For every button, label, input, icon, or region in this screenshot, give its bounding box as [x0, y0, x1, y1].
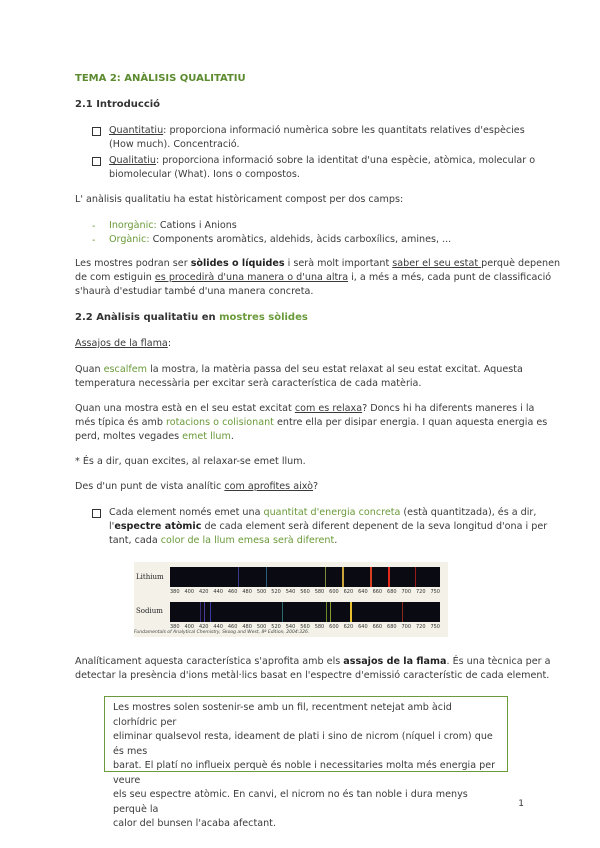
paragraph-relaxa-line3: perd, moltes vegades emet llum.	[75, 431, 234, 442]
doc-title: TEMA 2: ANÀLISIS QUALITATIU	[75, 73, 246, 84]
bullet-qualitatiu-line2: biomolecular (What). Ions o compostos.	[109, 169, 300, 180]
emission-spectrum-image	[134, 562, 448, 637]
note-box-line1: Les mostres solen sostenir-se amb un fil, recentment netejat amb àcid clorhídric per	[113, 702, 452, 728]
note-box-line2: eliminar qualsevol resta, ideament de plati i sino de nicrom (níquel i crom) que és mes	[113, 731, 493, 757]
bullet-espectre-line1: Cada element només emet una quantitat d'energia concreta (està quantitzada), és a dir,	[109, 507, 537, 518]
paragraph-estat-line2: de com estiguin es procedirà d'una manera o d'una altra i, a més a més, cada punt de classificació	[75, 272, 552, 283]
page-number: 1	[518, 799, 524, 809]
paragraph-assajos-line2: detectar la presència d'ions metàl·lics basat en l'espectre d'emissió característic de cada element.	[75, 670, 550, 681]
checkbox-espectre	[92, 509, 101, 518]
sodium-label: Sodium	[136, 607, 163, 615]
checkbox-quantitatiu	[92, 127, 101, 136]
bullet-espectre-line2: l'espectre atòmic de cada element serà diferent depenent de la seva longitud d'ona i per	[109, 521, 548, 532]
bullet-quantitatiu-line2: (How much). Concentració.	[109, 139, 240, 150]
paragraph-relaxa-line2: més típica és amb rotacions o colisionant entre ella per disipar energia. I quan aquesta energia es	[75, 417, 548, 428]
bullet-quantitatiu-line1: Quantitatiu: proporciona informació numèrica sobre les quantitats relatives d'espècies	[109, 125, 525, 136]
spectrum-caption: Fundamentals of Analytical Chemistry, Skoog and West, 8ª Edition, 2004:326.	[134, 630, 310, 635]
dash-marker-inorganic: -	[92, 221, 96, 232]
paragraph-aprofites: Des d'un punt de vista analític com aprofites això?	[75, 481, 319, 492]
paragraph-escalfem-line1: Quan escalfem la mostra, la matèria passa del seu estat relaxat al seu estat excitat. Aquesta	[75, 364, 523, 375]
lithium-spectrum-bar	[170, 567, 440, 587]
paragraph-camps: L' anàlisis qualitatiu ha estat històricament compost per dos camps:	[75, 194, 404, 205]
note-box-line5: calor del bunsen l'acaba afectant.	[113, 818, 276, 829]
sodium-wavelength-ticks: 380 400 420 440 460 480 500 520 540 560 580 600 620 640 660 680 700 720 750	[170, 624, 440, 630]
checkbox-qualitatiu	[92, 157, 101, 166]
sodium-spectrum-bar	[170, 602, 440, 622]
bullet-espectre-line3: tant, cada color de la llum emesa serà diferent.	[109, 535, 338, 546]
paragraph-escalfem-line2: temperatura necessària per excitar serà característica de cada matèria.	[75, 378, 422, 389]
paragraph-estat-line1: Les mostres podran ser sòlides o líquides i serà molt important saber el seu estat perquè depenen	[75, 258, 561, 269]
note-box-fil	[104, 696, 508, 829]
note-emet-llum: * És a dir, quan excites, al relaxar-se emet llum.	[75, 456, 306, 467]
note-box-line3: barat. El platí no influeix perquè és noble i necessitaries molta més energia per veure	[113, 760, 496, 786]
item-inorganic: Inorgànic: Cations i Anions	[109, 220, 237, 231]
paragraph-relaxa-line1: Quan una mostra està en el seu estat excitat com es relaxa? Doncs hi ha diferents maneres i la	[75, 403, 535, 414]
dash-marker-organic: -	[92, 235, 96, 246]
item-organic: Orgànic: Components aromàtics, aldehids, àcids carboxílics, amines, ...	[109, 234, 452, 245]
lithium-label: Lithium	[136, 573, 164, 581]
lithium-wavelength-ticks: 380 400 420 440 460 480 500 520 540 560 580 600 620 640 660 680 700 720 750	[170, 589, 440, 595]
note-box-line4: els seu espectre atòmic. En canvi, el nicrom no és tan noble i dura menys perquè la	[113, 789, 468, 815]
subheading-assajos: Assajos de la flama:	[75, 338, 172, 349]
paragraph-estat-line3: s'haurà d'estudiar també d'una manera concreta.	[75, 286, 314, 297]
bullet-qualitatiu-line1: Qualitatiu: proporciona informació sobre la identitat d'una espècie, atòmica, molecular o	[109, 155, 536, 166]
paragraph-assajos-line1: Analíticament aquesta característica s'aprofita amb els assajos de la flama. És una tècnica per a	[75, 656, 551, 667]
section-heading-2-2: 2.2 Anàlisis qualitatiu en mostres sòlides	[75, 312, 308, 323]
section-heading-2-1: 2.1 Introducció	[75, 99, 161, 110]
